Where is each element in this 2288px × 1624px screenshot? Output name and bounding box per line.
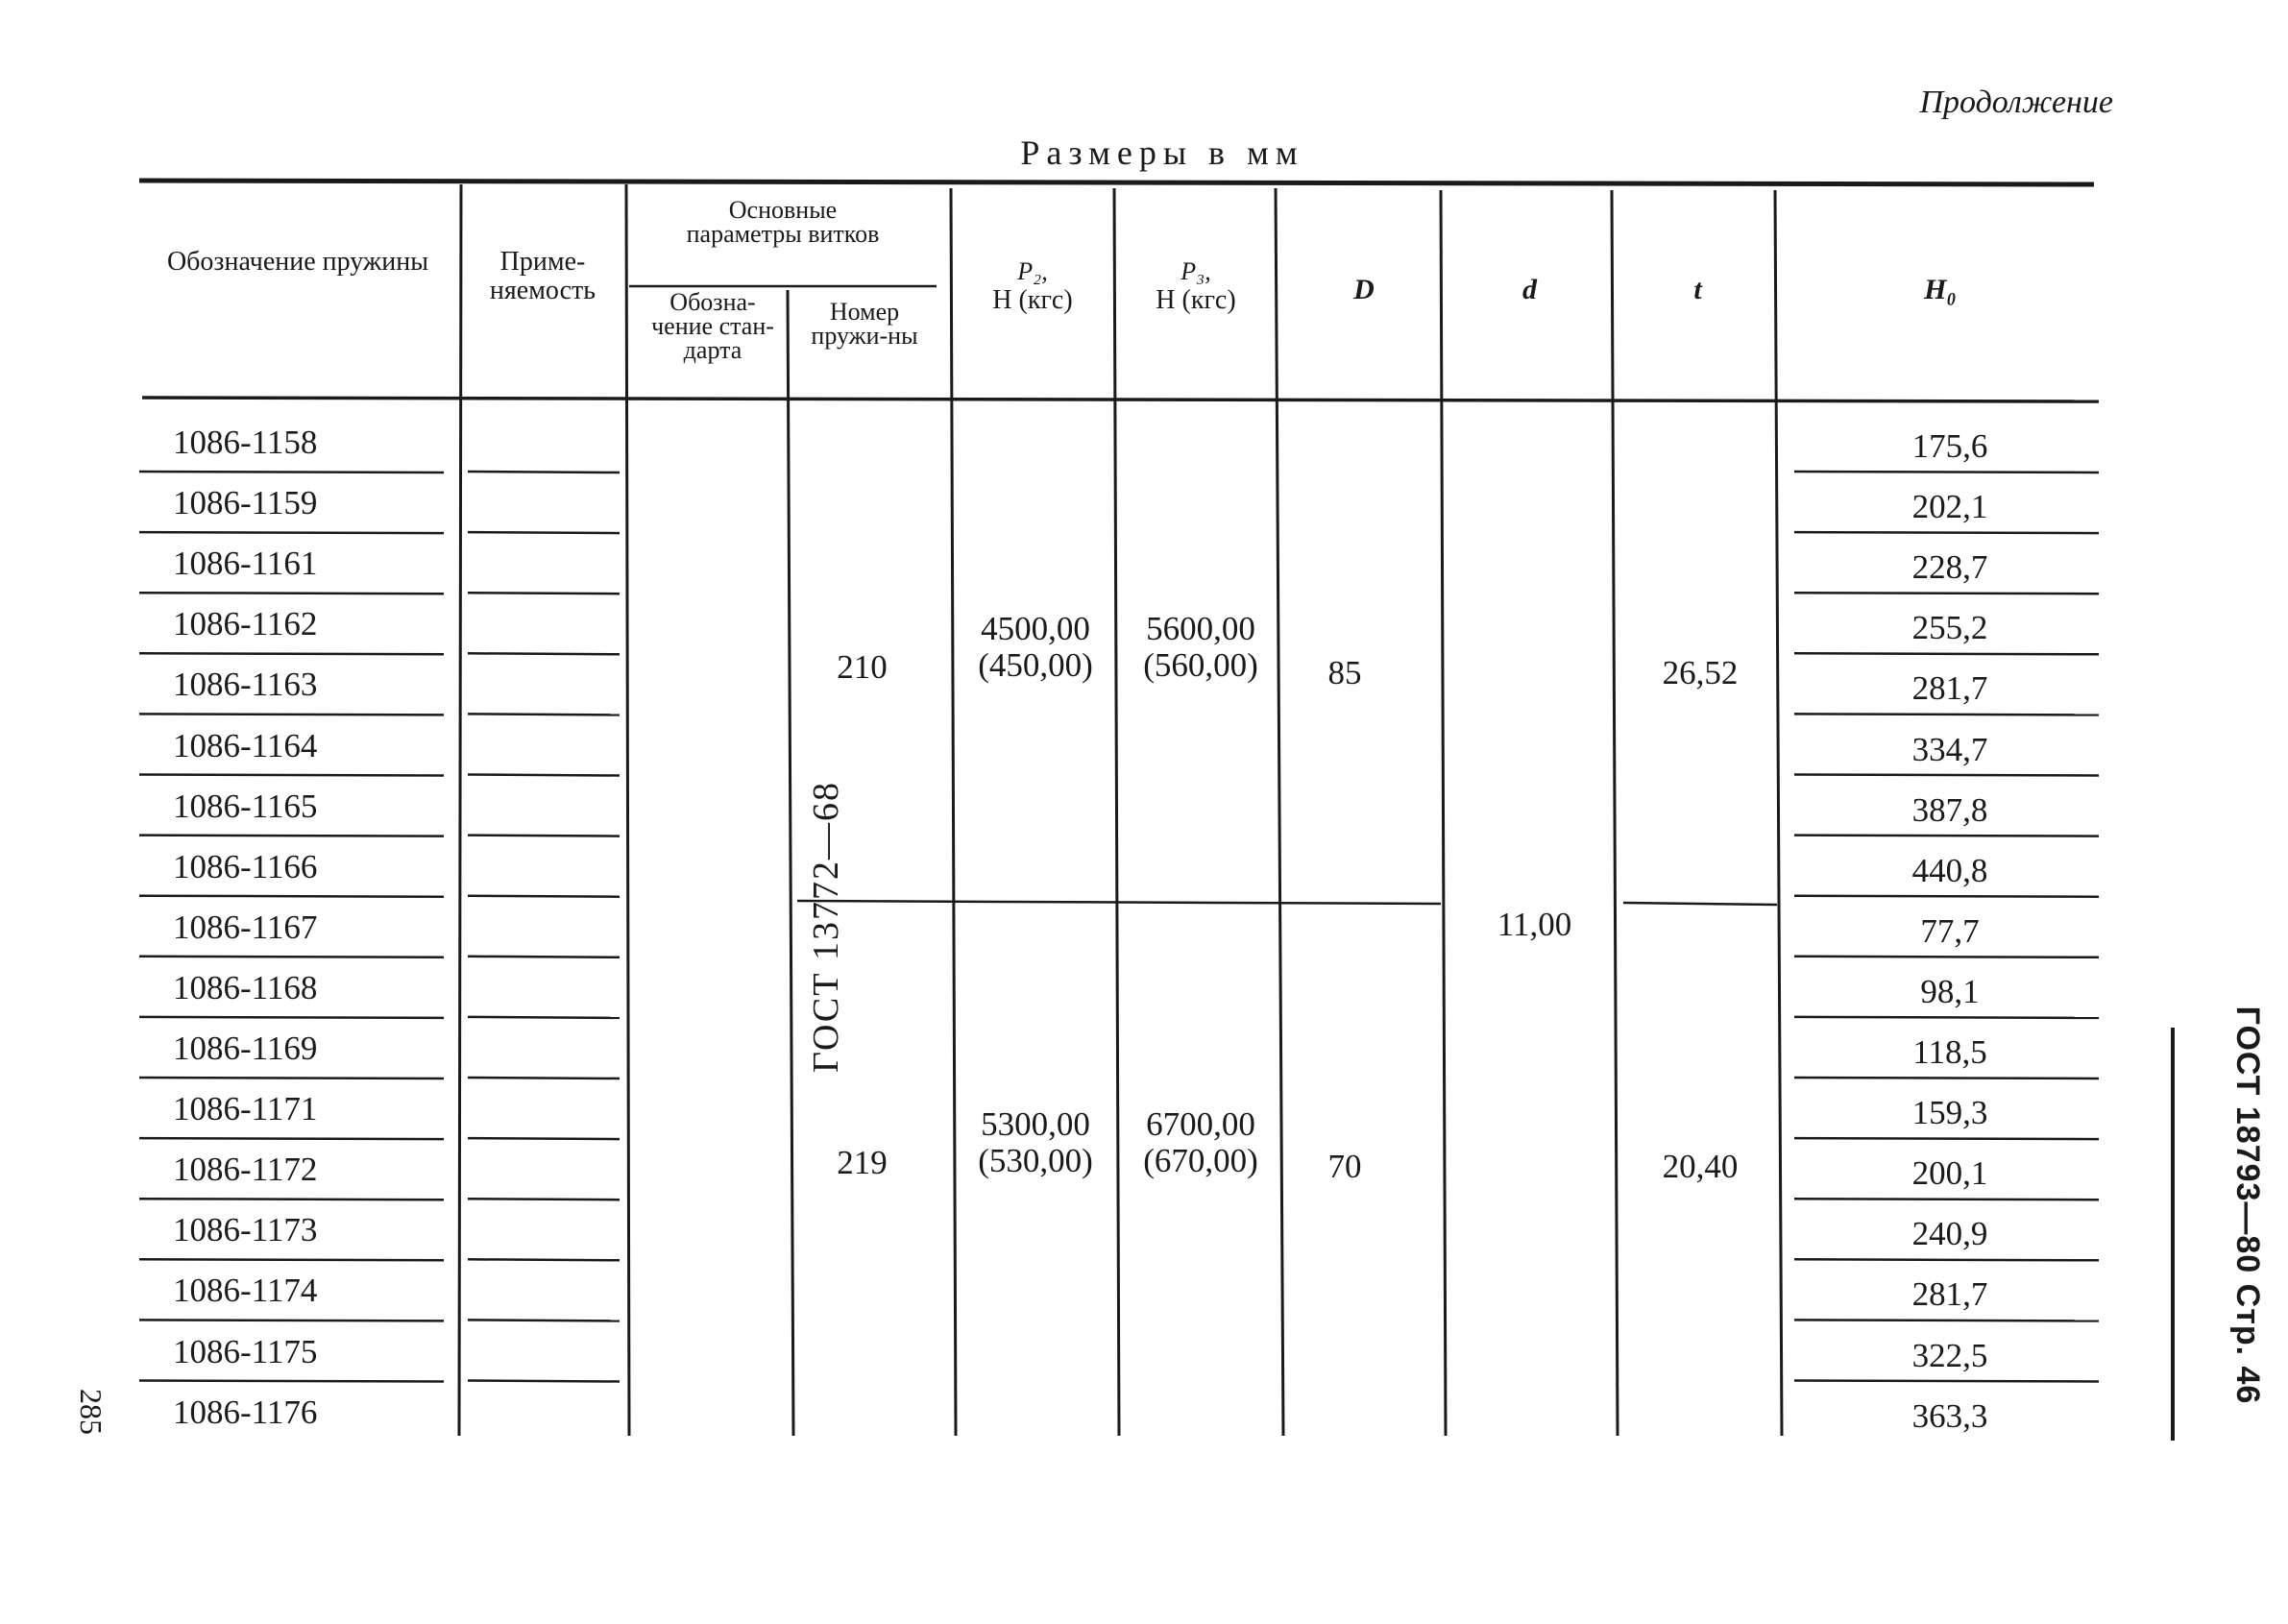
- row-designation: 1086-1174: [173, 1272, 318, 1310]
- p2-symbol: P₂,: [1017, 257, 1048, 285]
- row-H0: 98,1: [1920, 972, 1980, 1010]
- spring-number-group-2: 219: [837, 1144, 888, 1181]
- row-H0: 363,3: [1911, 1396, 1988, 1435]
- t-group-2: 20,40: [1662, 1148, 1739, 1185]
- col-header-designation: Обозначение пружины: [166, 247, 429, 277]
- row-designation: 1086-1173: [173, 1211, 318, 1249]
- row-designation: 1086-1163: [173, 666, 318, 704]
- d-value-cell: 11,00: [1497, 906, 1572, 943]
- row-designation: 1086-1169: [173, 1030, 318, 1067]
- row-H0: 175,6: [1911, 427, 1988, 465]
- p2-kgf-value: (450,00): [978, 646, 1093, 684]
- col-header-d: d: [1522, 274, 1537, 305]
- p2-unit: Н (кгс): [992, 285, 1073, 315]
- col-header-coil-params: Основные параметры витков: [686, 196, 880, 248]
- p3-unit: Н (кгс): [1156, 285, 1236, 315]
- continuation-label: Продолжение: [1919, 85, 2113, 120]
- t-group-1: 26,52: [1662, 654, 1739, 691]
- row-H0: 387,8: [1911, 790, 1988, 829]
- p2-value: 5300,00: [981, 1105, 1090, 1143]
- p2-kgf-value: (530,00): [978, 1142, 1093, 1179]
- row-H0: 281,7: [1911, 669, 1988, 708]
- row-designation: 1086-1176: [173, 1393, 318, 1431]
- row-designation: 1086-1164: [173, 726, 318, 764]
- D-group-2: 70: [1327, 1148, 1362, 1185]
- row-designation: 1086-1168: [173, 968, 318, 1006]
- dimensions-note: Размеры в мм: [1020, 133, 1304, 172]
- col-header-t: t: [1693, 274, 1702, 305]
- spring-number-group-1: 210: [837, 648, 888, 686]
- row-H0: 334,7: [1911, 730, 1988, 768]
- row-designation: 1086-1167: [173, 908, 318, 946]
- row-designation: 1086-1171: [173, 1090, 318, 1128]
- p3-value: 6700,00: [1146, 1105, 1255, 1143]
- row-H0: 228,7: [1911, 548, 1988, 587]
- row-designation: 1086-1172: [173, 1151, 318, 1189]
- col-header-D: D: [1353, 274, 1375, 305]
- col-header-applicability: Приме-няемость: [489, 247, 596, 305]
- row-H0: 118,5: [1912, 1033, 1987, 1071]
- row-designation: 1086-1175: [173, 1332, 318, 1370]
- row-H0: 200,1: [1911, 1154, 1988, 1193]
- row-H0: 202,1: [1911, 488, 1988, 526]
- row-H0: 159,3: [1911, 1094, 1988, 1132]
- col-header-standard: Обозна-чение стан-дарта: [651, 288, 774, 364]
- page-number: 285: [74, 1389, 109, 1435]
- row-H0: 322,5: [1911, 1336, 1988, 1374]
- p3-kgf-value: (560,00): [1143, 646, 1258, 684]
- row-designation: 1086-1158: [173, 424, 318, 461]
- D-group-1: 85: [1327, 654, 1362, 691]
- row-H0: 240,9: [1911, 1215, 1988, 1253]
- row-H0: 440,8: [1911, 851, 1988, 889]
- row-H0: 255,2: [1911, 609, 1988, 647]
- row-designation: 1086-1162: [173, 605, 318, 643]
- col-header-H0: H₀: [1924, 274, 1957, 305]
- col-header-spring-number: Номер пружи-ны: [811, 298, 918, 350]
- p3-value: 5600,00: [1146, 610, 1255, 647]
- row-designation: 1086-1161: [173, 545, 318, 583]
- row-designation: 1086-1165: [173, 787, 318, 825]
- row-H0: 77,7: [1920, 911, 1980, 950]
- standard-designation-cell: ГОСТ 13772—68: [806, 781, 846, 1073]
- p3-kgf-value: (670,00): [1143, 1142, 1258, 1179]
- document-side-label: ГОСТ 18793—80 Стр. 46: [2229, 1006, 2266, 1405]
- row-H0: 281,7: [1911, 1275, 1988, 1314]
- p2-value: 4500,00: [981, 610, 1090, 647]
- p3-symbol: P₃,: [1181, 257, 1211, 285]
- row-designation: 1086-1159: [173, 484, 318, 522]
- row-designation: 1086-1166: [173, 847, 318, 885]
